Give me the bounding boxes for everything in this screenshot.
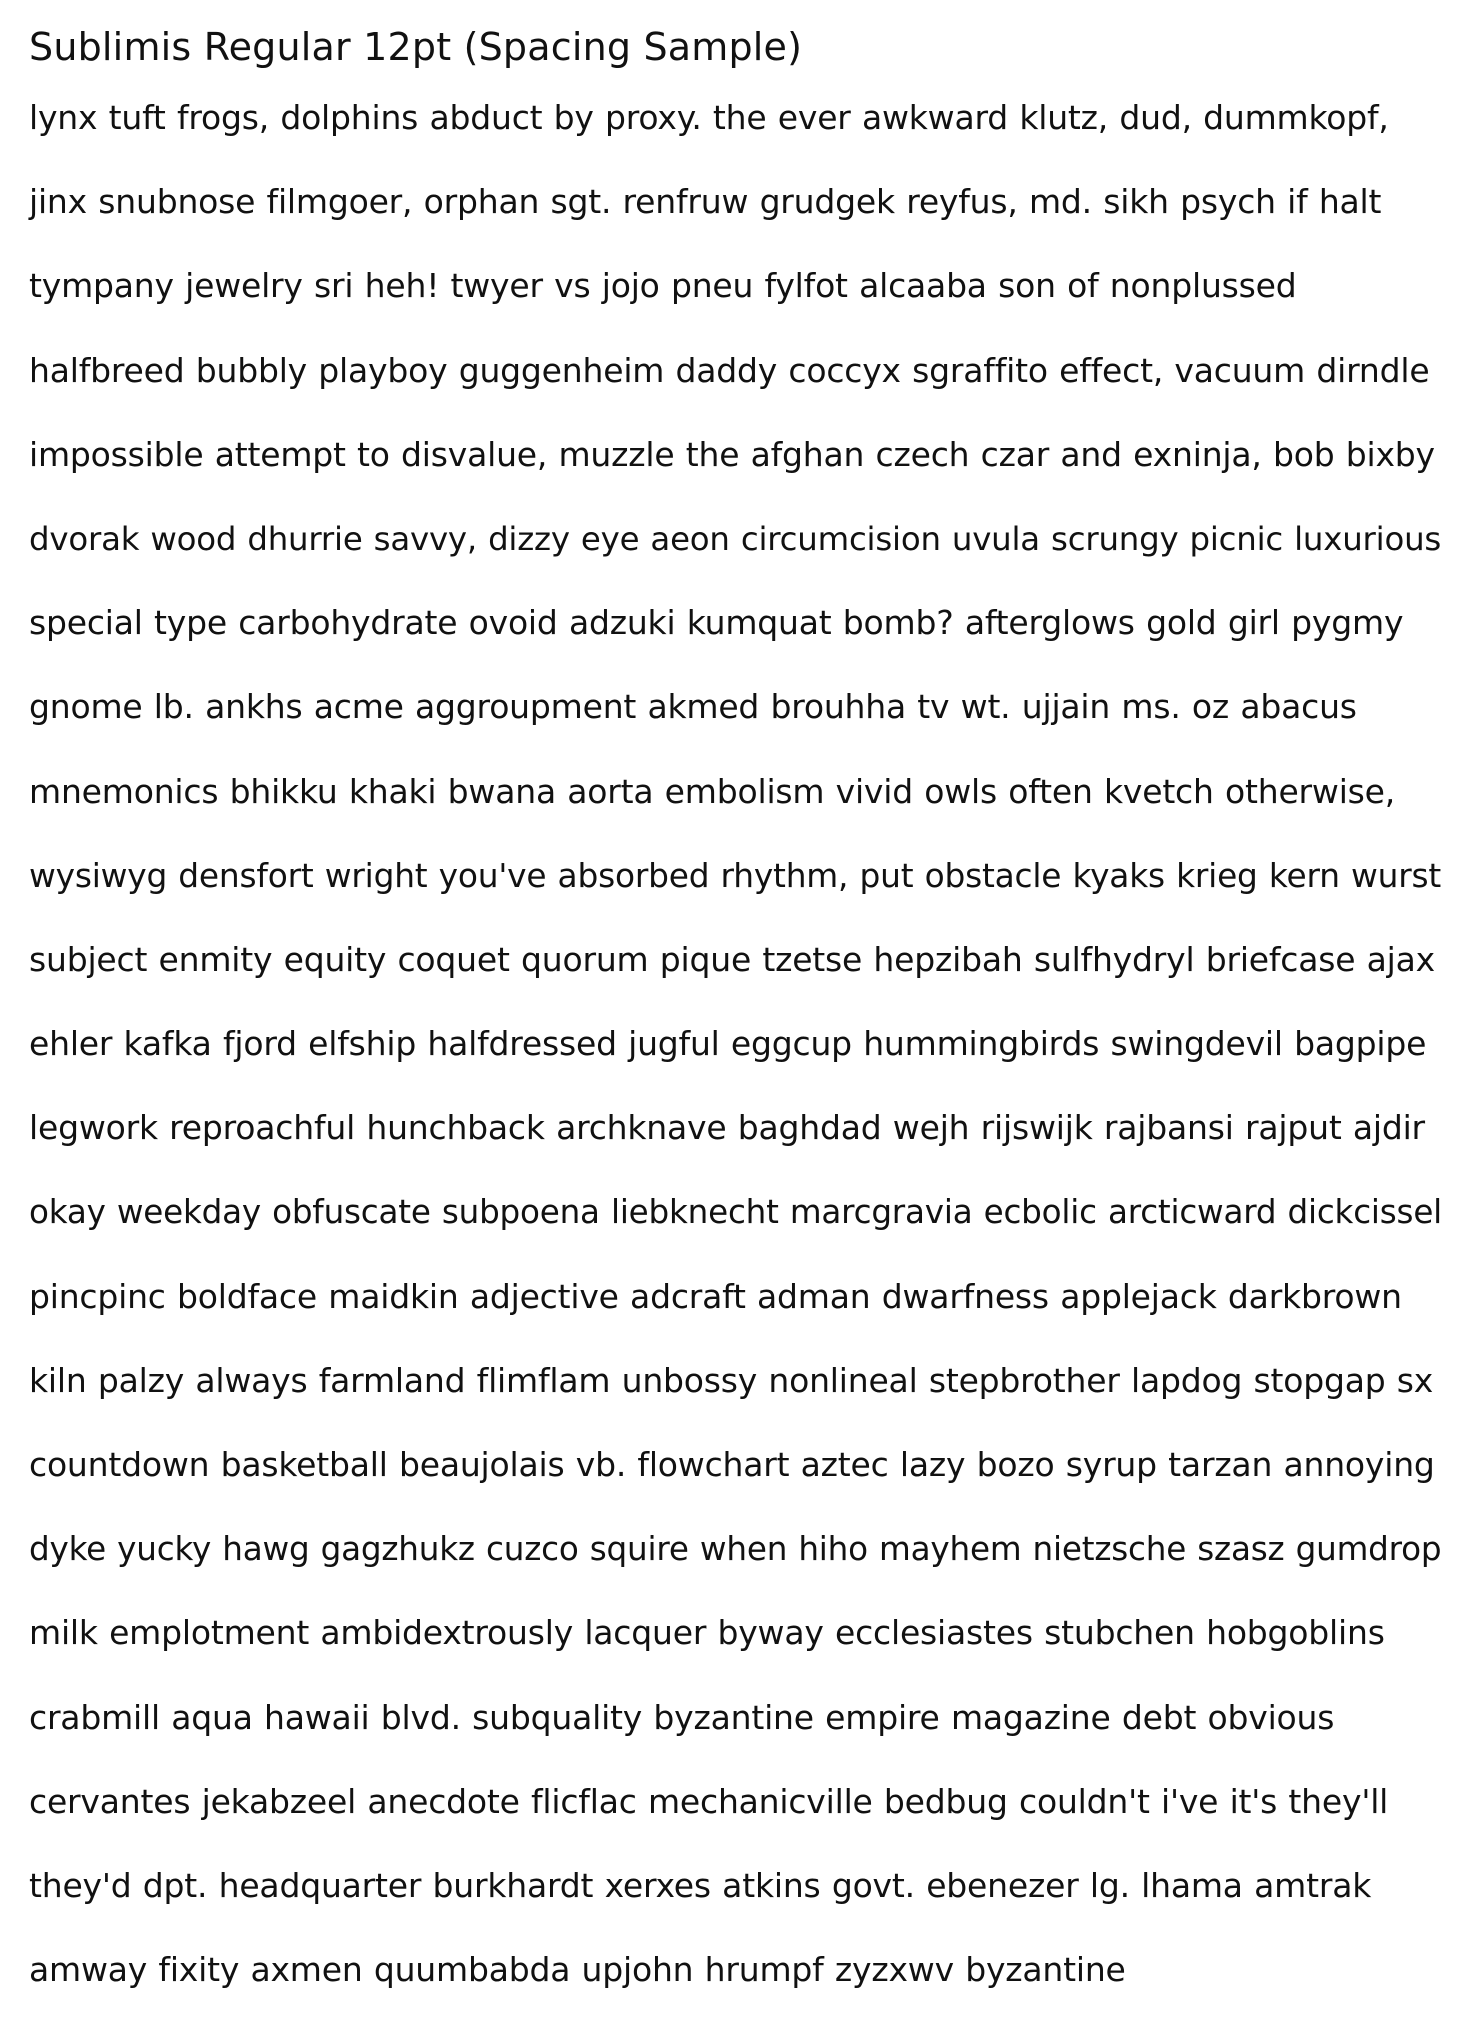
sample-text-line: halfbreed bubbly playboy guggenheim daddy coccyx sgraffito effect, vacuum dirndle [29, 350, 1430, 390]
sample-text-line: dyke yucky hawg gagzhukz cuzco squire when hiho mayhem nietzsche szasz gumdrop [29, 1530, 1442, 1569]
sample-text-line: special type carbohydrate ovoid adzuki kumquat bomb? afterglows gold girl pygmy [29, 603, 1404, 643]
sample-text-line: tympany jewelry sri heh! twyer vs jojo pneu fylfot alcaaba son of nonplussed [29, 266, 1297, 306]
sample-text-line: subject enmity equity coquet quorum pique tzetse hepzibah sulfhydryl briefcase ajax [29, 939, 1436, 979]
sample-text-line: wysiwyg densfort wright you've absorbed rhythm, put obstacle kyaks krieg kern wurst [29, 856, 1442, 895]
sample-text-line: gnome lb. ankhs acme aggroupment akmed brouhha tv wt. ujjain ms. oz abacus [29, 687, 1357, 727]
sample-text-line: pincpinc boldface maidkin adjective adcraft adman dwarfness applejack darkbrown [29, 1276, 1402, 1316]
sample-text-line: impossible attempt to disvalue, muzzle the afghan czech czar and exninja, bob bixby [29, 434, 1435, 474]
sample-text-line: kiln palzy always farmland flimflam unbossy nonlineal stepbrother lapdog stopgap sx [29, 1360, 1434, 1400]
sample-text-line: milk emplotment ambidextrously lacquer byway ecclesiastes stubchen hobgoblins [29, 1613, 1385, 1653]
sample-text-line: legwork reproachful hunchback archknave baghdad wejh rijswijk rajbansi rajput ajdir [29, 1108, 1425, 1148]
sample-text-line: dvorak wood dhurrie savvy, dizzy eye aeon circumcision uvula scrungy picnic luxurious [29, 519, 1442, 558]
sample-text-line: crabmill aqua hawaii blvd. subquality byzantine empire magazine debt obvious [29, 1697, 1335, 1737]
sample-text-line: they'd dpt. headquarter burkhardt xerxes atkins govt. ebenezer lg. lhama amtrak [29, 1865, 1372, 1905]
document-title: Sublimis Regular 12pt (Spacing Sample) [29, 25, 803, 69]
document-page [29, 18, 1449, 2012]
sample-text-line: mnemonics bhikku khaki bwana aorta embolism vivid owls often kvetch otherwise, [29, 771, 1396, 811]
sample-text-line: cervantes jekabzeel anecdote flicflac mechanicville bedbug couldn't i've it's they'll [29, 1781, 1389, 1821]
sample-text-line: okay weekday obfuscate subpoena liebknecht marcgravia ecbolic arcticward dickcissel [29, 1193, 1443, 1232]
sample-text-line: jinx snubnose filmgoer, orphan sgt. renfruw grudgek reyfus, md. sikh psych if halt [29, 182, 1382, 222]
sample-text-line: ehler kafka fjord elfship halfdressed jugful eggcup hummingbirds swingdevil bagpipe [29, 1024, 1427, 1064]
sample-text-lines [29, 76, 1449, 2012]
sample-text-line: countdown basketball beaujolais vb. flowchart aztec lazy bozo syrup tarzan annoying [29, 1445, 1435, 1484]
sample-text-line: lynx tuft frogs, dolphins abduct by proxy. the ever awkward klutz, dud, dummkopf, [29, 98, 1389, 137]
sample-text-line: amway fixity axmen quumbabda upjohn hrumpf zyzxwv byzantine [29, 1950, 1126, 1990]
